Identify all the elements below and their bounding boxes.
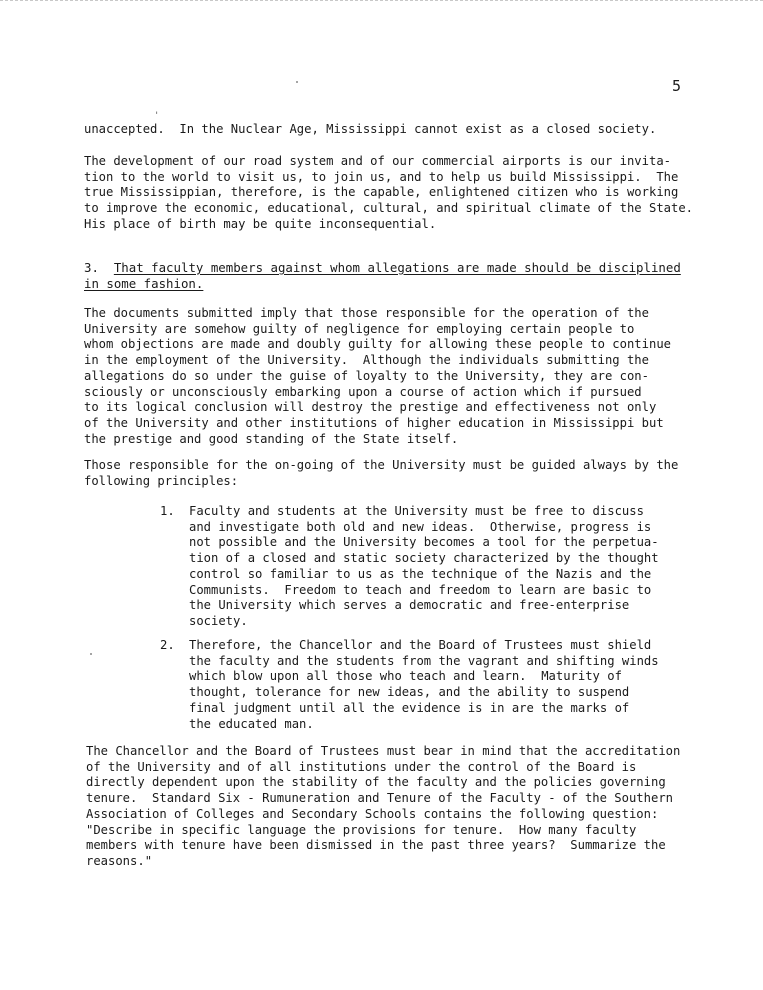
text-line: the prestige and good standing of the State itself. xyxy=(84,431,459,446)
text-line: thought, tolerance for new ideas, and the ability to suspend xyxy=(189,685,630,700)
text-line: "Describe in specific language the provisions for tenure. How many faculty xyxy=(86,822,637,837)
text-line: reasons." xyxy=(86,853,153,868)
text-line: The documents submitted imply that those responsible for the operation of the xyxy=(84,306,649,320)
heading-line-1: That faculty members against whom allegations are made should be disciplined xyxy=(113,260,681,275)
text-line: unaccepted. In the Nuclear Age, Mississippi cannot exist as a closed society. xyxy=(84,122,657,136)
text-line: the University which serves a democratic and free-enterprise xyxy=(189,598,630,613)
text-line: which blow upon all those who teach and learn. Maturity of xyxy=(189,669,622,684)
text-line: the educated man. xyxy=(189,716,314,731)
paragraph-documents-submitted xyxy=(84,306,671,447)
text-line: the faculty and the students from the vagrant and shifting winds xyxy=(189,653,659,668)
text-line: final judgment until all the evidence is in are the marks of xyxy=(189,700,630,715)
text-line: Association of Colleges and Secondary Schools contains the following question: xyxy=(86,806,659,821)
scan-speck xyxy=(296,81,298,83)
text-line: Communists. Freedom to teach and freedom to learn are basic to xyxy=(189,582,652,597)
heading-number: 3. xyxy=(84,260,99,275)
text-line: of the University and of all institutions under the control of the Board is xyxy=(86,759,637,774)
text-line: Those responsible for the on-going of the University must be guided always by the xyxy=(84,458,679,472)
text-line: in the employment of the University. Although the individuals submitting the xyxy=(84,353,649,368)
heading-line-2: in some fashion. xyxy=(84,276,204,291)
paragraph-principles-intro xyxy=(84,458,678,489)
text-line: and investigate both old and new ideas. Otherwise, progress is xyxy=(189,519,652,534)
text-line: of the University and other institutions of higher education in Mississippi but xyxy=(84,415,664,430)
item-body xyxy=(189,638,659,732)
paragraph-development xyxy=(84,154,693,233)
page-number: 5 xyxy=(672,77,682,95)
text-line: Faculty and students at the University must be free to discuss xyxy=(189,504,644,518)
section-heading-3 xyxy=(84,260,681,292)
text-line: following principles: xyxy=(84,473,239,488)
text-line: members with tenure have been dismissed in the past three years? Summarize the xyxy=(86,838,666,853)
text-line: sciously or unconsciously embarking upon a course of action which if pursued xyxy=(84,384,642,399)
text-line: Therefore, the Chancellor and the Board of Trustees must shield xyxy=(189,638,652,652)
text-line: tion to the world to visit us, to join us, and to help us build Mississippi. The xyxy=(84,169,679,184)
text-line: tion of a closed and static society characterized by the thought xyxy=(189,551,659,566)
text-line: tenure. Standard Six - Rumuneration and Tenure of the Faculty - of the Southern xyxy=(86,791,673,806)
scan-speck xyxy=(90,653,92,655)
item-number: 1. xyxy=(160,504,175,518)
item-number: 2. xyxy=(160,638,175,652)
text-line: not possible and the University becomes a tool for the perpetua- xyxy=(189,535,659,550)
text-line: to improve the economic, educational, cultural, and spiritual climate of the State. xyxy=(84,201,694,216)
paragraph-closed-society xyxy=(84,122,656,138)
text-line: directly dependent upon the stability of the faculty and the policies governing xyxy=(86,775,666,790)
stray-mark: ' xyxy=(154,111,160,121)
text-line: allegations do so under the guise of loyalty to the University, they are con- xyxy=(84,368,649,383)
text-line: The development of our road system and of our commercial airports is our invita- xyxy=(84,154,671,168)
text-line: whom objections are made and doubly guilty for allowing these people to continue xyxy=(84,337,671,352)
text-line: His place of birth may be quite inconsequential. xyxy=(84,216,437,231)
text-line: University are somehow guilty of negligence for employing certain people to xyxy=(84,321,635,336)
text-line: true Mississippian, therefore, is the capable, enlightened citizen who is working xyxy=(84,185,679,200)
text-line: control so familiar to us as the technique of the Nazis and the xyxy=(189,566,652,581)
text-line: society. xyxy=(189,613,248,628)
paragraph-accreditation xyxy=(86,744,680,870)
text-line: The Chancellor and the Board of Trustees must bear in mind that the accreditation xyxy=(86,744,681,758)
text-line: to its logical conclusion will destroy the prestige and effectiveness not only xyxy=(84,400,657,415)
item-body xyxy=(189,504,659,630)
